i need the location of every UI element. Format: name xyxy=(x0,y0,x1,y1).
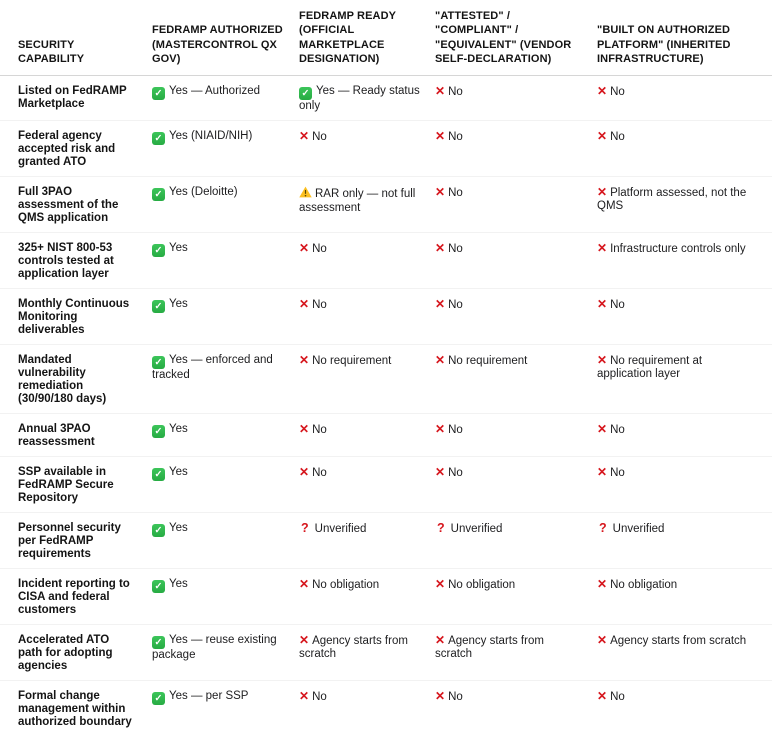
status-cell xyxy=(597,289,772,345)
status-cell xyxy=(597,569,772,625)
status-text: No xyxy=(448,243,463,256)
status-cell xyxy=(597,76,772,121)
status-cell xyxy=(435,345,597,414)
cross-icon: ✕ xyxy=(435,241,446,256)
status-text: Agency starts from scratch xyxy=(610,635,747,648)
cross-icon: ✕ xyxy=(299,297,310,312)
status-text: No xyxy=(610,86,625,99)
check-icon: ✓ xyxy=(152,524,165,537)
status-text: No xyxy=(448,299,463,312)
status-text: Yes xyxy=(169,578,188,591)
check-icon: ✓ xyxy=(152,580,165,593)
status-cell xyxy=(597,233,772,289)
table-row xyxy=(0,289,772,345)
status-cell xyxy=(299,121,435,177)
status-text: No xyxy=(312,467,327,480)
status-cell xyxy=(152,569,299,625)
question-icon: ? xyxy=(301,521,309,536)
status-text: No xyxy=(312,424,327,437)
status-text: No xyxy=(448,131,463,144)
table-row xyxy=(0,345,772,414)
cross-icon: ✕ xyxy=(597,297,608,312)
capability-label: Accelerated ATO path for adopting agencies xyxy=(18,634,113,673)
status-cell xyxy=(435,457,597,513)
status-text: No xyxy=(448,691,463,704)
status-cell xyxy=(299,457,435,513)
cross-icon: ✕ xyxy=(597,633,608,648)
status-text: No xyxy=(448,467,463,480)
capability-label: Personnel security per FedRAMP requirements xyxy=(18,522,121,561)
status-cell xyxy=(435,121,597,177)
cross-icon: ✕ xyxy=(435,297,446,312)
cross-icon: ✕ xyxy=(299,129,310,144)
table-row xyxy=(0,177,772,233)
cross-icon: ✕ xyxy=(299,689,310,704)
status-text: No requirement xyxy=(448,355,528,368)
check-icon: ✓ xyxy=(152,468,165,481)
status-text: Agency starts from scratch xyxy=(435,635,544,661)
status-cell xyxy=(299,233,435,289)
cross-icon: ✕ xyxy=(597,185,608,200)
cross-icon: ✕ xyxy=(299,422,310,437)
capability-label: Mandated vulnerability remediation (30/90/180 days) xyxy=(18,354,107,406)
status-cell xyxy=(597,345,772,414)
status-text: No obligation xyxy=(448,579,516,592)
status-text: No xyxy=(610,691,625,704)
cross-icon: ✕ xyxy=(299,353,310,368)
cross-icon: ✕ xyxy=(435,422,446,437)
check-icon: ✓ xyxy=(299,87,312,100)
status-cell xyxy=(435,76,597,121)
status-cell xyxy=(299,569,435,625)
status-text: No xyxy=(312,691,327,704)
cross-icon: ✕ xyxy=(299,465,310,480)
column-header: "BUILT ON AUTHORIZED PLATFORM" (INHERITED INFRASTRUCTURE) xyxy=(597,0,772,76)
status-text: Unverified xyxy=(314,523,367,536)
status-cell xyxy=(299,76,435,121)
cross-icon: ✕ xyxy=(597,422,608,437)
status-cell xyxy=(152,233,299,289)
status-cell xyxy=(299,414,435,457)
cross-icon: ✕ xyxy=(597,465,608,480)
status-cell xyxy=(597,457,772,513)
status-cell xyxy=(435,681,597,736)
status-text: Yes — reuse existing package xyxy=(152,634,277,662)
cross-icon: ✕ xyxy=(597,241,608,256)
status-cell xyxy=(299,177,435,233)
column-header-security-capability: SECURITY CAPABILITY xyxy=(0,0,152,76)
status-cell xyxy=(152,681,299,736)
status-cell xyxy=(597,625,772,681)
check-icon: ✓ xyxy=(152,188,165,201)
status-text: No xyxy=(610,299,625,312)
check-icon: ✓ xyxy=(152,132,165,145)
cross-icon: ✕ xyxy=(435,577,446,592)
column-header: "ATTESTED" / "COMPLIANT" / "EQUIVALENT" (VENDOR SELF-DECLARATION) xyxy=(435,0,597,76)
status-text: Unverified xyxy=(612,523,665,536)
status-cell xyxy=(152,289,299,345)
status-text: Yes — per SSP xyxy=(169,690,249,703)
table-row xyxy=(0,414,772,457)
status-cell xyxy=(435,289,597,345)
status-text: Yes xyxy=(169,298,188,311)
status-text: Yes xyxy=(169,522,188,535)
status-text: No xyxy=(448,424,463,437)
status-cell xyxy=(152,76,299,121)
check-icon: ✓ xyxy=(152,356,165,369)
status-text: No xyxy=(448,187,463,200)
question-icon: ? xyxy=(437,521,445,536)
check-icon: ✓ xyxy=(152,636,165,649)
question-icon: ? xyxy=(599,521,607,536)
status-cell xyxy=(435,625,597,681)
status-text: Unverified xyxy=(450,523,503,536)
table-row xyxy=(0,457,772,513)
status-text: No obligation xyxy=(610,579,678,592)
status-text: Yes — Authorized xyxy=(169,85,260,98)
status-text: Yes (NIAID/NIH) xyxy=(169,130,253,143)
table-row xyxy=(0,625,772,681)
cross-icon: ✕ xyxy=(435,353,446,368)
status-text: Yes — enforced and tracked xyxy=(152,354,273,382)
status-text: Infrastructure controls only xyxy=(610,243,746,256)
cross-icon: ✕ xyxy=(597,84,608,99)
check-icon: ✓ xyxy=(152,300,165,313)
status-cell xyxy=(152,345,299,414)
table-header xyxy=(0,0,772,76)
table-row xyxy=(0,681,772,736)
status-cell xyxy=(435,569,597,625)
cross-icon: ✕ xyxy=(435,633,446,648)
capability-label: Federal agency accepted risk and granted ATO xyxy=(18,130,116,169)
check-icon: ✓ xyxy=(152,425,165,438)
cross-icon: ✕ xyxy=(435,465,446,480)
status-text: Yes xyxy=(169,242,188,255)
cross-icon: ✕ xyxy=(597,577,608,592)
status-cell xyxy=(299,625,435,681)
table-row xyxy=(0,513,772,569)
status-cell xyxy=(597,177,772,233)
status-cell xyxy=(152,177,299,233)
check-icon: ✓ xyxy=(152,692,165,705)
status-text: Yes xyxy=(169,466,188,479)
column-header: FEDRAMP READY (OFFICIAL MARKETPLACE DESIGNATION) xyxy=(299,0,435,76)
table-body xyxy=(0,76,772,736)
status-cell xyxy=(597,414,772,457)
status-cell xyxy=(435,233,597,289)
status-text: No obligation xyxy=(312,579,380,592)
cross-icon: ✕ xyxy=(299,633,310,648)
status-cell xyxy=(152,625,299,681)
cross-icon: ✕ xyxy=(299,241,310,256)
status-cell xyxy=(299,513,435,569)
status-text: Platform assessed, not the QMS xyxy=(597,187,747,213)
cross-icon: ✕ xyxy=(435,689,446,704)
table-row xyxy=(0,121,772,177)
header-row xyxy=(0,0,772,76)
cross-icon: ✕ xyxy=(435,129,446,144)
status-cell xyxy=(435,177,597,233)
status-text: No requirement xyxy=(312,355,392,368)
table-row xyxy=(0,569,772,625)
status-text: Yes xyxy=(169,423,188,436)
status-cell xyxy=(152,513,299,569)
status-cell xyxy=(299,289,435,345)
cross-icon: ✕ xyxy=(435,185,446,200)
cross-icon: ✕ xyxy=(435,84,446,99)
status-cell xyxy=(152,414,299,457)
capability-label: SSP available in FedRAMP Secure Repository xyxy=(18,466,114,505)
status-text: No requirement at application layer xyxy=(597,355,703,381)
capability-label: Formal change management within authorized boundary xyxy=(18,690,132,729)
status-cell xyxy=(152,457,299,513)
status-cell xyxy=(435,513,597,569)
check-icon: ✓ xyxy=(152,244,165,257)
capability-label: 325+ NIST 800-53 controls tested at application layer xyxy=(18,242,114,281)
cross-icon: ✕ xyxy=(597,353,608,368)
status-cell xyxy=(299,345,435,414)
status-text: No xyxy=(610,467,625,480)
check-icon: ✓ xyxy=(152,87,165,100)
table-row xyxy=(0,233,772,289)
column-header: FEDRAMP AUTHORIZED (MASTERCONTROL QX GOV) xyxy=(152,0,299,76)
cross-icon: ✕ xyxy=(597,689,608,704)
capability-label: Annual 3PAO reassessment xyxy=(18,423,95,449)
cross-icon: ✕ xyxy=(597,129,608,144)
capability-label: Listed on FedRAMP Marketplace xyxy=(18,85,127,111)
status-cell xyxy=(435,414,597,457)
status-text: No xyxy=(448,86,463,99)
status-cell xyxy=(299,681,435,736)
status-text: No xyxy=(610,131,625,144)
warning-icon xyxy=(299,186,312,202)
status-cell xyxy=(597,121,772,177)
capability-label: Incident reporting to CISA and federal customers xyxy=(18,578,130,617)
status-cell xyxy=(597,513,772,569)
status-text: RAR only — not full assessment xyxy=(299,188,416,215)
status-cell xyxy=(152,121,299,177)
table-row xyxy=(0,76,772,121)
capability-label: Full 3PAO assessment of the QMS application xyxy=(18,186,119,225)
status-text: No xyxy=(610,424,625,437)
status-text: Yes — Ready status only xyxy=(299,85,420,113)
capability-label: Monthly Continuous Monitoring deliverables xyxy=(18,298,130,337)
status-text: No xyxy=(312,131,327,144)
status-text: No xyxy=(312,299,327,312)
status-cell xyxy=(597,681,772,736)
status-text: Agency starts from scratch xyxy=(299,635,408,661)
status-text: Yes (Deloitte) xyxy=(169,186,238,199)
cross-icon: ✕ xyxy=(299,577,310,592)
status-text: No xyxy=(312,243,327,256)
